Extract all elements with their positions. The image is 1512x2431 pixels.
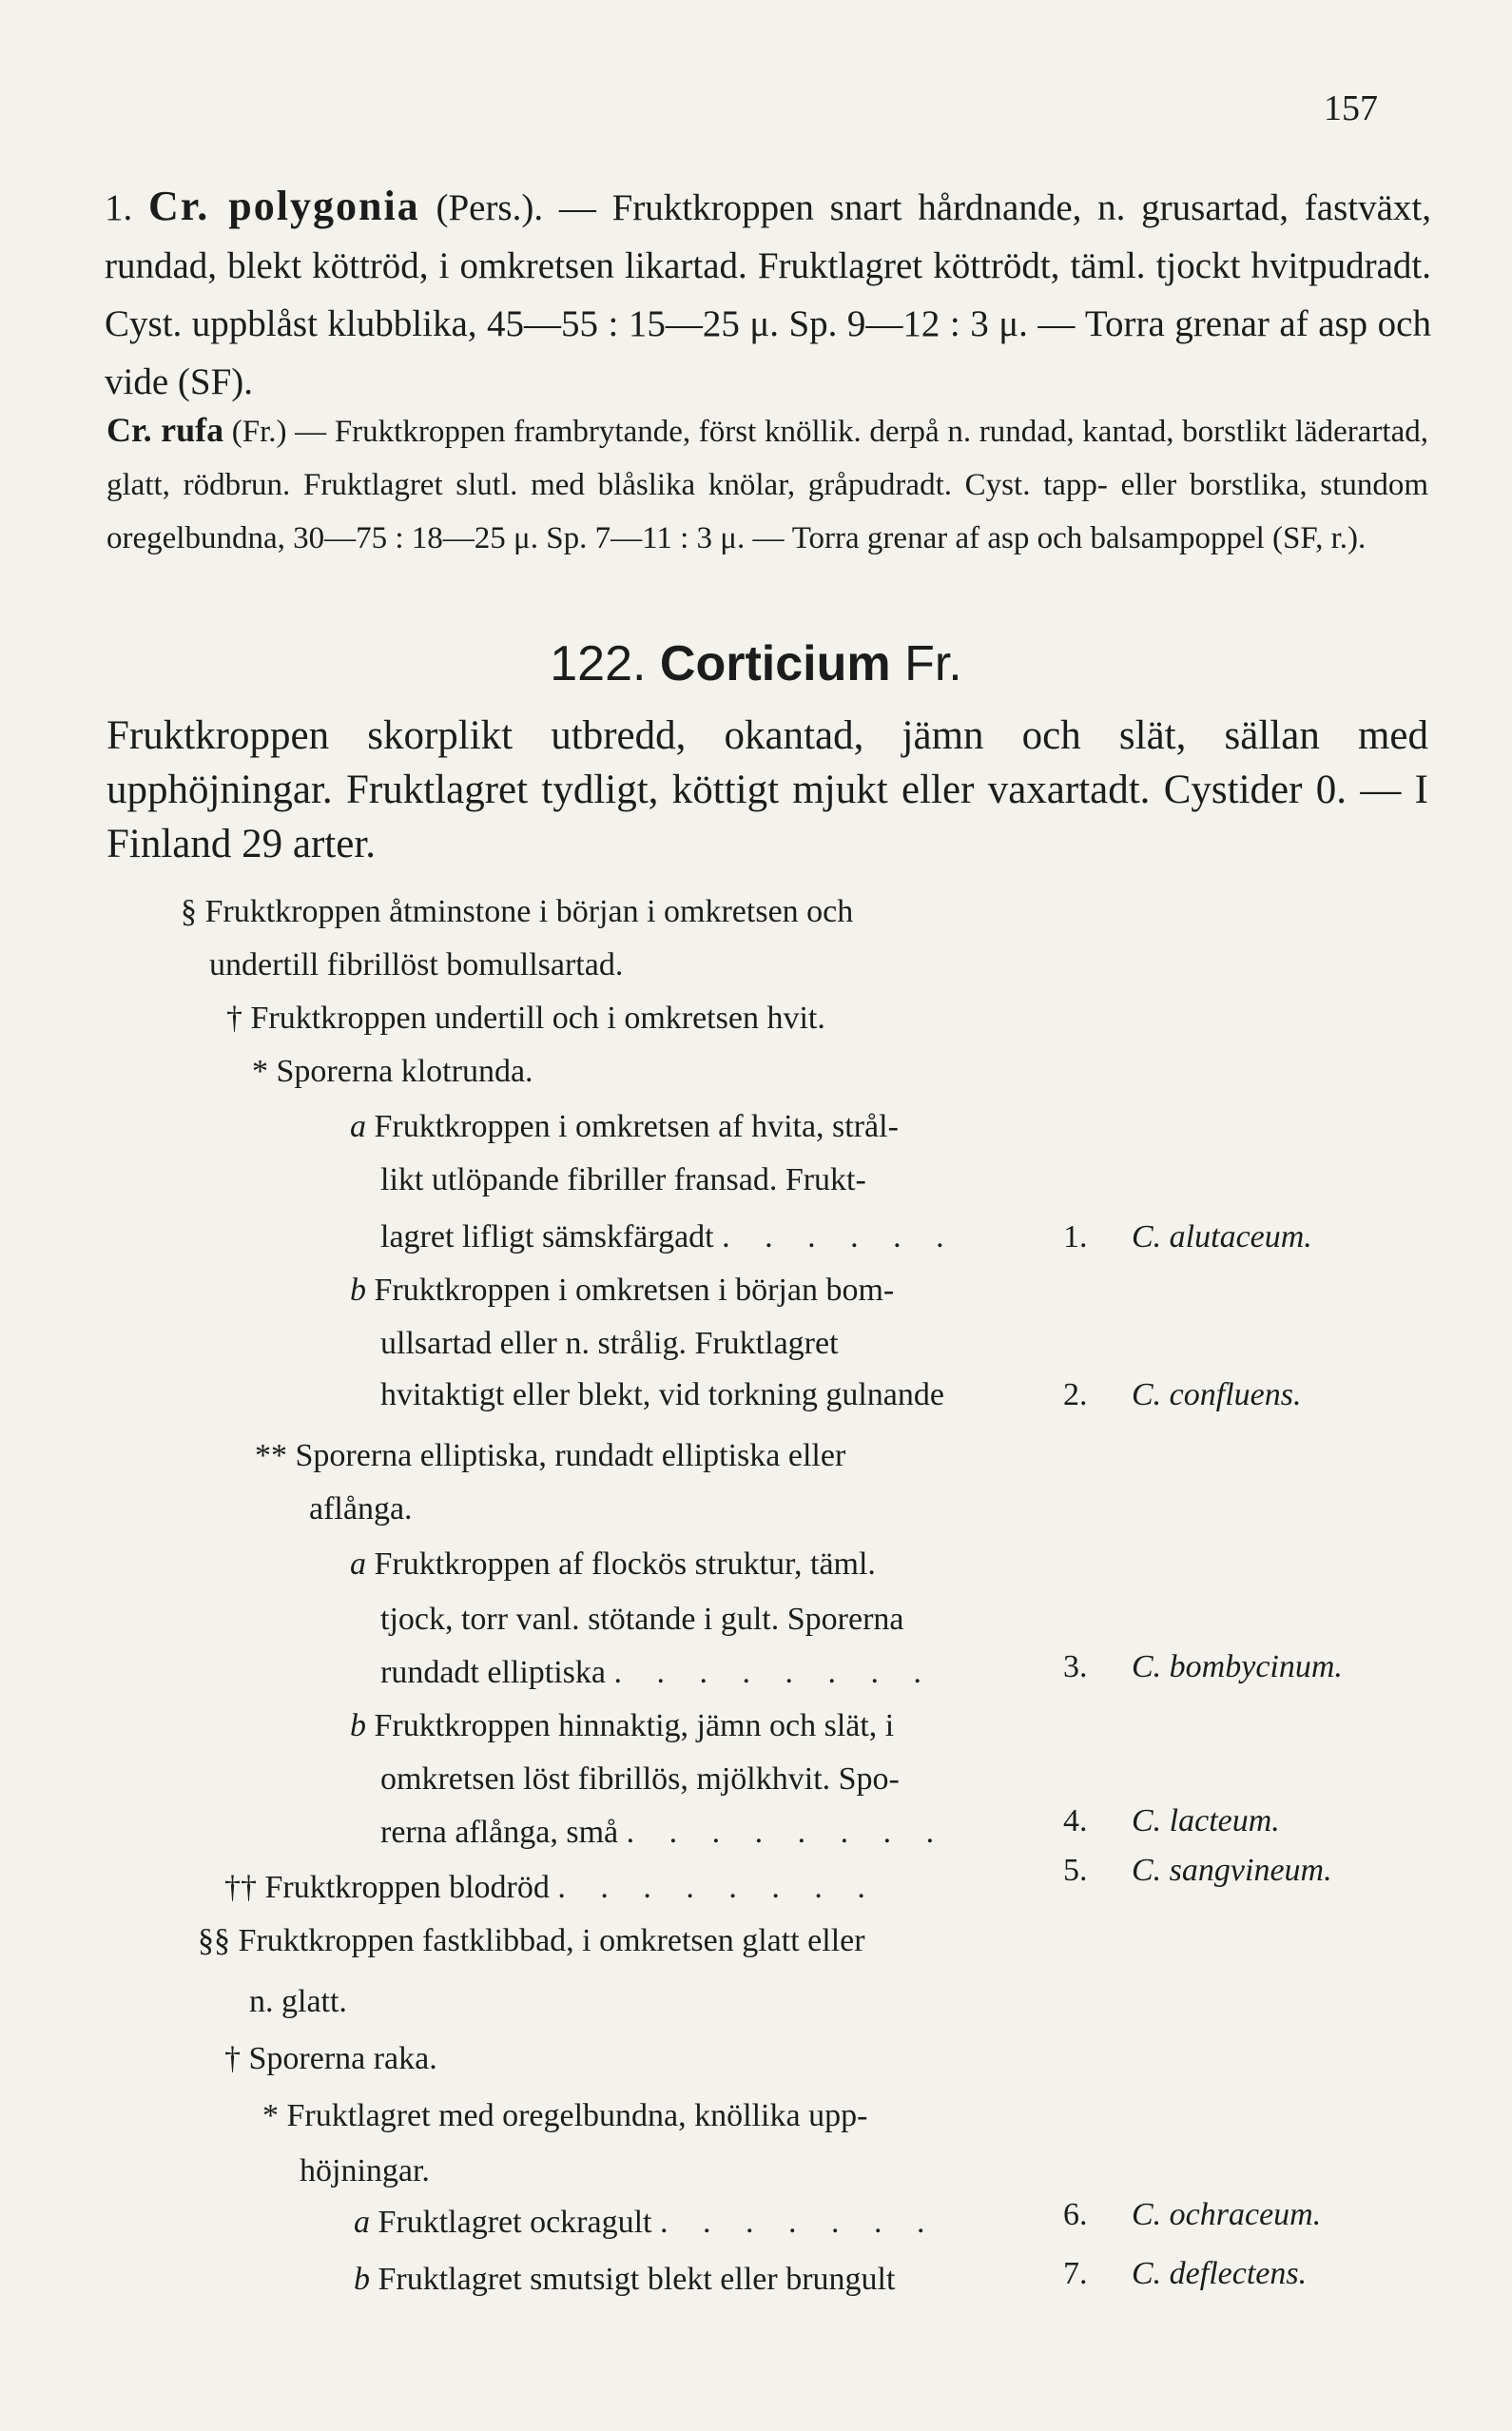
entry-text: (Fr.) — Fruktkroppen frambrytande, först knöllik. derpå n. rundad, kantad, borstlikt läderartad, glatt, rödbrun. Fruktlagret slutl. med blåslika knölar, gråpudradt. Cyst. tapp- eller borstlika, stundom oregelbundna, 30—75 : 18—25 μ. Sp. 7—11 : 3 μ. — Torra grenar af asp och balsampoppel (SF, r.). [107, 415, 1428, 555]
key-star-3-cont: höjningar. [300, 2153, 430, 2188]
key-a2-line1: a Fruktkroppen af flockös struktur, täml. [350, 1546, 876, 1582]
key-star-1: * Sporerna klotrunda. [252, 1054, 533, 1089]
species-name: Cr. rufa [107, 411, 224, 449]
genus-description: Fruktkroppen skorplikt utbredd, okantad, jämn och slät, sällan med upphöjningar. Fruktlagret tydligt, köttigt mjukt eller vaxartadt. Cystider 0. — I Finland 29 arter. [107, 713, 1428, 866]
key-b3-line1: b Fruktlagret smutsigt blekt eller brungult [354, 2262, 896, 2297]
genus-heading [0, 635, 1512, 692]
key-a1-line2: likt utlöpande fibriller fransad. Frukt- [380, 1162, 866, 1197]
species-lacteum: C. lacteum. [1132, 1803, 1280, 1838]
key-dagger-1: † Fruktkroppen undertill och i omkretsen hvit. [226, 1001, 825, 1036]
key-a2-line2: tjock, torr vanl. stötande i gult. Sporerna [380, 1602, 904, 1637]
species-sangvineum: C. sangvineum. [1132, 1853, 1332, 1888]
key-section-1-cont: undertill fibrillöst bomullsartad. [209, 947, 624, 982]
species-number: 7. [1063, 2256, 1088, 2291]
species-number: 4. [1063, 1803, 1088, 1838]
species-alutaceum: C. alutaceum. [1132, 1219, 1312, 1254]
entry-text: (Pers.). — Fruktkroppen snart hårdnande, n. grusartad, fastväxt, rundad, blekt köttröd, i omkretsen likartad. Fruktlagret köttrödt, täml. tjockt hvitpudradt. Cyst. uppblåst klubblika, 45—55 : 15—25 μ. Sp. 9—12 : 3 μ. — Torra grenar af asp och vide (SF). [105, 187, 1432, 402]
key-b1-line3: hvitaktigt eller blekt, vid torkning gulnande [380, 1377, 944, 1412]
key-a2-line3: rundadt elliptiska . . . . . . . . [380, 1655, 936, 1690]
species-number: 6. [1063, 2197, 1088, 2232]
genus-number: 122. [550, 636, 647, 691]
species-confluens: C. confluens. [1132, 1377, 1302, 1412]
species-name: Cr. polygonia [148, 183, 420, 229]
key-section-2: §§ Fruktkroppen fastklibbad, i omkretsen glatt eller [198, 1923, 865, 1958]
genus-author: Fr. [904, 636, 962, 691]
key-b2-line3: rerna aflånga, små . . . . . . . . [380, 1815, 948, 1850]
species-ochraceum: C. ochraceum. [1132, 2197, 1322, 2232]
key-dagger-2: † Sporerna raka. [224, 2041, 437, 2076]
key-b2-line1: b Fruktkroppen hinnaktig, jämn och slät, i [350, 1708, 895, 1743]
key-b1-line2: ullsartad eller n. strålig. Fruktlagret [380, 1326, 839, 1361]
entry-polygonia [105, 177, 1431, 411]
species-deflectens: C. deflectens. [1132, 2256, 1308, 2291]
page-number: 157 [1324, 88, 1378, 128]
species-bombycinum: C. bombycinum. [1132, 1649, 1343, 1684]
key-section-2-cont: n. glatt. [249, 1984, 347, 2019]
entry-number: 1. [105, 187, 133, 228]
key-a1-line1: a Fruktkroppen i omkretsen af hvita, strål- [350, 1109, 899, 1144]
key-section-1: § Fruktkroppen åtminstone i början i omkretsen och [181, 894, 854, 929]
key-a1-line3: lagret lifligt sämskfärgadt . . . . . . [380, 1219, 958, 1254]
key-b1-line1: b Fruktkroppen i omkretsen i början bom- [350, 1273, 895, 1308]
species-number: 1. [1063, 1219, 1088, 1254]
species-number: 2. [1063, 1377, 1088, 1412]
key-star-2-cont: aflånga. [309, 1491, 413, 1527]
key-star-3: * Fruktlagret med oregelbundna, knöllika upp- [262, 2098, 868, 2133]
key-double-dagger: †† Fruktkroppen blodröd . . . . . . . . [224, 1870, 879, 1905]
species-number: 5. [1063, 1853, 1088, 1888]
genus-name: Corticium [659, 636, 891, 691]
entry-rufa [107, 403, 1428, 565]
key-a3-line1: a Fruktlagret ockragult . . . . . . . [354, 2205, 939, 2240]
key-b2-line2: omkretsen löst fibrillös, mjölkhvit. Spo- [380, 1761, 900, 1797]
key-star-2: ** Sporerna elliptiska, rundadt elliptiska eller [255, 1438, 846, 1473]
species-number: 3. [1063, 1649, 1088, 1684]
